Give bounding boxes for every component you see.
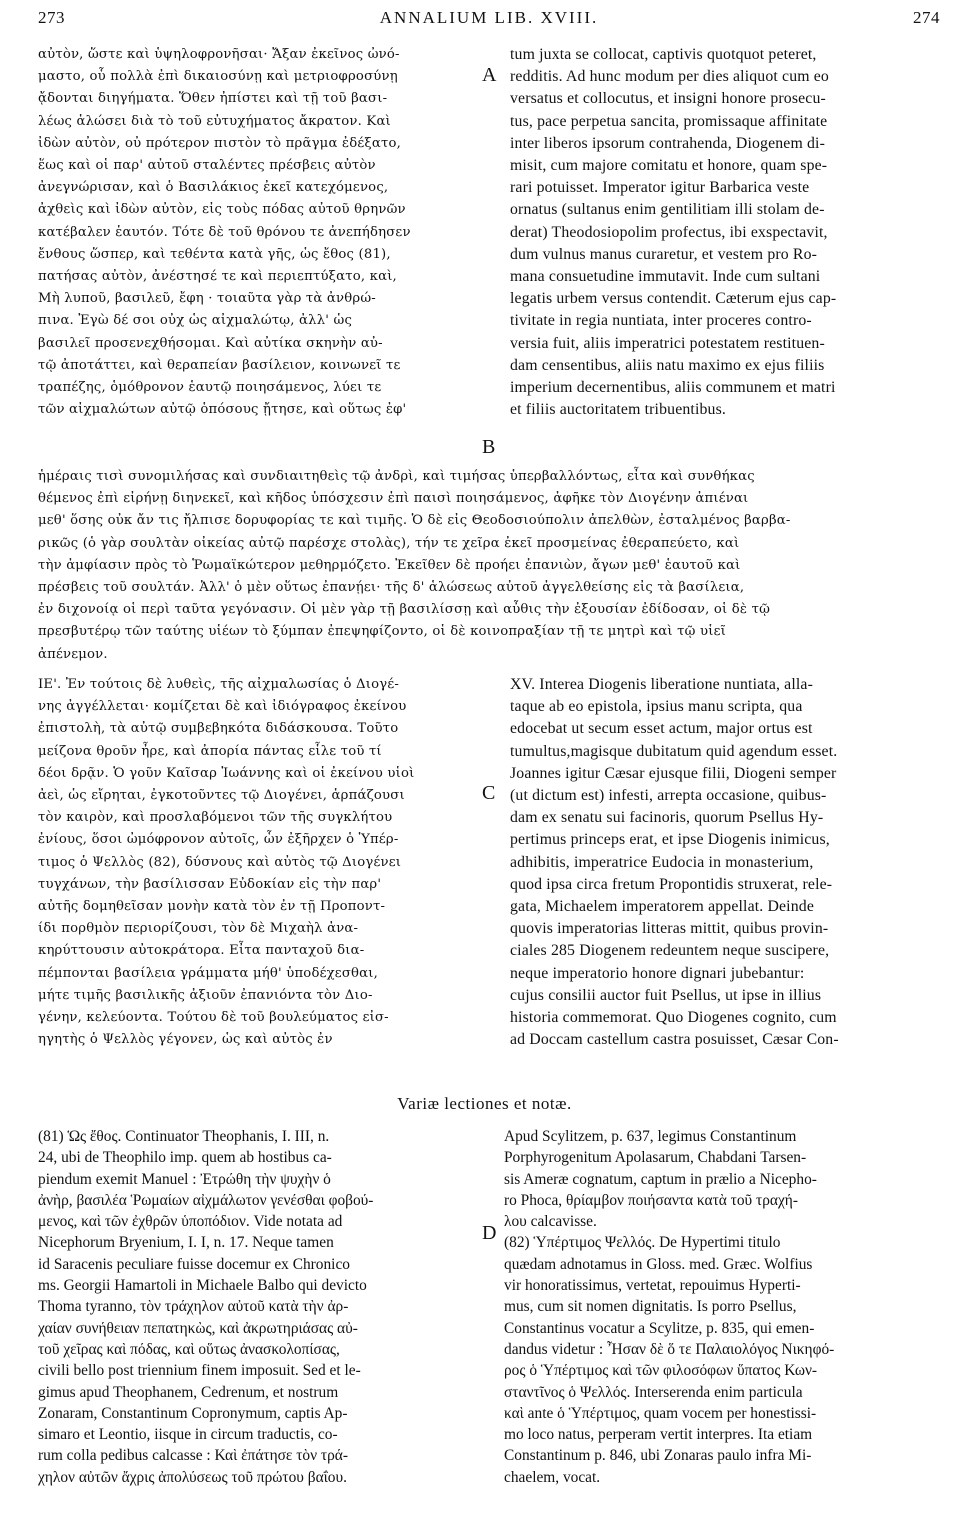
text-line: dam censentibus, aliis natu maximo ex ejus filiis bbox=[510, 356, 825, 374]
text-line: Μὴ λυποῦ, βασιλεῦ, ἔφη · τοιαῦτα γὰρ τὰ ἀνθρώ- bbox=[38, 291, 376, 307]
text-line: καὶ ante ὁ Ὑπέρτιμος, quam vocem per honestissi- bbox=[504, 1404, 817, 1422]
text-line: quædam adnotamus in Gloss. med. Græc. Wolfius bbox=[504, 1255, 813, 1273]
text-line: versatus et collocutus, et insigni honore prosecu- bbox=[510, 90, 826, 108]
text-line: dum vulnus manus curaretur, et vestem pro Ro- bbox=[510, 245, 818, 263]
text-line: Porphyrogenitum Apolasarum, Chabdani Tarsen- bbox=[504, 1149, 807, 1167]
text-line: σταντῖνος ὁ Ψελλός. Interserenda enim particula bbox=[504, 1383, 803, 1401]
text-line: chaelem, vocat. bbox=[504, 1468, 601, 1486]
text-line: edocebat ut secum esset actum, major ortus est bbox=[510, 720, 813, 738]
text-line: βασιλεῖ προσενεχθήσομαι. Καὶ αὐτίκα σκηνὴν αὐ- bbox=[38, 335, 383, 351]
text-line: ἰδὼν αὐτὸν, οὐ πρότερον πιστὸν τὸ πρᾶγμα ἐδέξατο, bbox=[38, 135, 401, 151]
notes-column-left bbox=[38, 1126, 468, 1488]
text-line: ἐνίους, ὅσοι ὠμόφρονον αὐτοῖς, ὧν ἐξῆρχεν ὁ Ὑπέρ- bbox=[38, 832, 399, 848]
text-line: derat) Theodosiopolim profectus, ibi exspectavit, bbox=[510, 223, 828, 241]
text-line: τὸν καιρὸν, καὶ προσλαβόμενοι τῶν τῆς συγκλήτου bbox=[38, 810, 393, 826]
text-line: κατέβαλεν ἑαυτόν. Τότε δὲ τοῦ θρόνου τε ἀνεπήδησεν bbox=[38, 224, 411, 240]
text-line: quovis imperatorias litteras mittit, quibus provin- bbox=[510, 920, 829, 938]
text-line: tivitate in regia nuntiata, inter proceres contro- bbox=[510, 312, 812, 330]
text-line: Constantinus vocatur a Scylitze, p. 835, qui emen- bbox=[504, 1319, 815, 1337]
text-line: πινα. Ἐγὼ δέ σοι οὐχ ὡς αἰχμαλώτῳ, ἀλλ' ὡς bbox=[38, 313, 353, 329]
running-header bbox=[38, 8, 940, 42]
text-line: μείζονα θροῦν ἦρε, καὶ ἀπορία πάντας εἷλε τοῦ τί bbox=[38, 743, 382, 759]
text-line: et filiis auctoritatem tribuentibus. bbox=[510, 401, 726, 419]
text-line: τυγχάνων, τὴν βασίλισσαν Εὐδοκίαν εἰς τὴν παρ' bbox=[38, 876, 382, 892]
text-line: versia fuit, aliis imperatrici potestatem restituen- bbox=[510, 334, 825, 352]
text-line: pertimus princeps erat, et ipse Diogenis inimicus, bbox=[510, 831, 830, 849]
text-line: dam ex senatu sui facinoris, quorum Psellus Hy- bbox=[510, 809, 824, 827]
text-line: πρέσβεις τοῦ σουλτάν. Ἀλλ' ὁ μὲν οὕτως ἐπανῄει· τῆς δ' ἁλώσεως αὐτοῦ ἀγγελθείσης εἰς τὰ βασίλεια, bbox=[38, 580, 745, 596]
text-line: (81) Ὡς ἔθος. Continuator Theophanis, I. III, n. bbox=[38, 1128, 330, 1145]
text-line: (ut dictum est) infesti, arrepta occasione, quibus- bbox=[510, 787, 827, 805]
text-line: simaro et Leontio, iisque in circum traductis, co- bbox=[38, 1426, 338, 1444]
text-line: neque imperatorio honore dignari jubebantur: bbox=[510, 964, 805, 982]
margin-marker-b: B bbox=[482, 436, 496, 458]
text-line: imperium decernentibus, aliis communem et matri bbox=[510, 379, 836, 397]
text-line: ΙΕ'. Ἐν τούτοις δὲ λυθεὶς, τῆς αἰχμαλωσίας ὁ Διογέ- bbox=[38, 677, 400, 692]
text-line: ἐπιστολὴ, τὰ αὐτῷ συμβεβηκότα διδάσκουσα. Τοῦτο bbox=[38, 721, 399, 737]
text-line: μαστο, οὗ πολλὰ ἐπὶ δικαιοσύνῃ καὶ μετριοφροσύνῃ bbox=[38, 69, 398, 85]
latin-column-lower bbox=[510, 674, 942, 1051]
text-line: πρεσβυτέρῳ τῶν ταύτης υἱέων τὸ ξύμπαν ἐπεψηφίζοντο, οἱ δὲ κοινοπραξίαν τῇ τε μητρὶ καὶ τῷ υἱεῖ bbox=[38, 624, 726, 640]
text-line: δέοι δρᾷν. Ὁ γοῦν Καῖσαρ Ἰωάννης καὶ οἱ ἐκείνου υἱοὶ bbox=[38, 765, 415, 781]
text-line: ἀχθεὶς καὶ ἰδὼν αὐτὸν, εἰς τοὺς πόδας αὐτοῦ θρηνῶν bbox=[38, 202, 406, 218]
text-line: θέμενος ἐπὶ εἰρήνῃ διηνεκεῖ, καὶ κῆδος ὑπόσχεσιν ἐπὶ παισὶ ποιησάμενος, ἀφῆκε τὸν Διογένην ἀπιέναι bbox=[38, 491, 749, 507]
page-number-right: 274 bbox=[913, 8, 940, 27]
text-line: ἐν διχονοίᾳ οἱ περὶ ταῦτα γεγόνασιν. Οἱ μὲν γὰρ τῇ βασιλίσσῃ καὶ αὖθις τὴν ἐξουσίαν ἐδίδοσαν, οἱ δὲ τῷ bbox=[38, 602, 771, 618]
text-line: vir honoratissimus, vertetat, repouimus Hyperti- bbox=[504, 1277, 801, 1295]
latin-column-top bbox=[510, 44, 942, 421]
text-line: rari potuisset. Imperator igitur Barbarica veste bbox=[510, 179, 810, 197]
text-line: ἡμέραις τισὶ συνομιλήσας καὶ συνδιαιτηθεὶς τῷ ἀνδρὶ, καὶ τιμήσας ὑπερβαλλόντως, εἶτα καὶ συνθήκας bbox=[38, 469, 755, 484]
text-line: τιμος ὁ Ψελλὸς (82), δύσνους καὶ αὐτὸς τῷ Διογένει bbox=[38, 854, 402, 870]
text-line: id Saracenis peculiare fuisse docemur ex Chronico bbox=[38, 1255, 350, 1273]
text-line: Joannes igitur Cæsar ejusque filii, Diogeni semper bbox=[510, 764, 837, 782]
text-line: redditis. Ad hunc modum per dies aliquot cum eo bbox=[510, 68, 829, 86]
text-line: taque ab eo epistola, ipsius manu scripta, qua bbox=[510, 698, 803, 716]
text-line: τοῦ χεῖρας καὶ πόδας, καὶ οὕτως ἀνασκολοπίσας, bbox=[38, 1340, 340, 1358]
text-line: adhibitis, imperatrice Eudocia in monasterium, bbox=[510, 853, 814, 871]
text-line: αὐτὸν, ὥστε καὶ ὑψηλοφρονῆσαι· Ἄξαν ἐκεῖνος ὠνό- bbox=[38, 47, 400, 62]
text-line: τραπέζης, ὁμόθρονον ἑαυτῷ ποιησάμενος, λύει τε bbox=[38, 380, 382, 396]
text-line: ἀεὶ, ὡς εἴρηται, ἐγκοτοῦντες τῷ Διογένει, ἁρπάζουσι bbox=[38, 788, 405, 804]
text-line: τῷ ἀποτάττει, καὶ θεραπείαν βασίλειον, κοινωνεῖ τε bbox=[38, 357, 401, 373]
text-line: ad Doccam castellum castra posuisset, Cæsar Con- bbox=[510, 1031, 839, 1049]
text-line: ίδι πορθμὸν περιορίζουσι, τὸν δὲ Μιχαὴλ ἀνα- bbox=[38, 921, 359, 937]
text-line: ἀπένεμον. bbox=[38, 646, 108, 662]
text-line: Apud Scylitzem, p. 637, legimus Constantinum bbox=[504, 1128, 797, 1145]
text-line: κηρύττουσιν αὐτοκράτορα. Εἶτα πανταχοῦ δια- bbox=[38, 943, 365, 959]
text-line: tus, pace perpetua sancita, promissaque affinitate bbox=[510, 112, 828, 130]
text-line: legatis urbem versus contendit. Cæterum ejus cap- bbox=[510, 290, 837, 308]
text-line: ρος ὁ Ὑπέρτιμος καὶ τῶν φιλοσόφων ὕπατος Κων- bbox=[504, 1362, 818, 1380]
text-line: χαίαν συνήθειαν πεπατηκὼς, καὶ ἀκρωτηριάσας αὐ- bbox=[38, 1319, 358, 1337]
text-line: αὐτῆς δομηθεῖσαν μονὴν κατὰ τὸν ἐν τῇ Προποντ- bbox=[38, 899, 386, 915]
text-line: (82) Ὑπέρτιμος Ψελλός. De Hypertimi titulo bbox=[504, 1234, 781, 1252]
text-line: γένην, κελεύοντα. Τούτου δὲ τοῦ βουλεύματος εἰσ- bbox=[38, 1010, 389, 1026]
text-line: ἀνὴρ, βασιλέα Ῥωμαίων αἰχμάλωτον γενέσθαι φοβού- bbox=[38, 1191, 374, 1209]
text-line: tumultus,magisque dubitatum quid agendum esset. bbox=[510, 742, 838, 760]
text-line: ἕως καὶ οἱ παρ' αὐτοῦ σταλέντες πρέσβεις αὐτὸν bbox=[38, 158, 376, 174]
text-line: mo loco natus, perperam vertit interpres. Ita etiam bbox=[504, 1426, 813, 1444]
greek-column-lower bbox=[38, 674, 474, 1051]
text-line: ἀνεγνώρισαν, καὶ ὁ Βασιλάκιος ἐκεῖ κατεχόμενος, bbox=[38, 180, 389, 196]
text-line: ηγητὴς ὁ Ψελλὸς γέγονεν, ὡς καὶ αὐτὸς ἐν bbox=[38, 1032, 333, 1048]
text-line: mus, cum sit nomen dignitatis. Is porro Psellus, bbox=[504, 1298, 797, 1316]
text-line: μήτε τιμῆς βασιλικῆς ἀξιοῦν ἐπανιόντα τὸν Διο- bbox=[38, 987, 373, 1003]
text-line: historia commemorat. Quo Diogenes cognito, cum bbox=[510, 1009, 837, 1027]
text-line: civili bello post triennium finem imposuit. Sed et le- bbox=[38, 1362, 361, 1380]
margin-marker-d: D bbox=[482, 1222, 497, 1244]
text-line: inter liberos ipsorum contrahenda, Diogenem di- bbox=[510, 134, 826, 152]
text-line: ms. Georgii Hamartoli in Michaele Balbo qui devicto bbox=[38, 1277, 367, 1295]
text-line: ro Phoca, θρίαμβον ποιήσαντα κατὰ τοῦ τραχή- bbox=[504, 1191, 798, 1209]
greek-full-width-text bbox=[38, 466, 940, 666]
margin-marker-a: A bbox=[482, 64, 497, 86]
text-line: 24, ubi de Theophilo imp. quem ab hostibus ca- bbox=[38, 1149, 332, 1167]
text-line: χηλον αὐτῶν ἄχρις ἀπολύσεως τοῦ πρώτου βαΐου. bbox=[38, 1468, 347, 1486]
text-line: τὴν ἀμφίασιν πρὸς τὸ Ῥωμαϊκώτερον μεθηρμόζετο. Ἐκεῖθεν δὲ προήει ἐπανιὼν, ἄγων μεθ' ἑαυτοῦ καὶ bbox=[38, 557, 741, 573]
text-line: gata, Michaelem imperatorem appellat. Deinde bbox=[510, 898, 814, 916]
running-title: ANNALIUM LIB. XVIII. bbox=[379, 8, 599, 27]
text-line: ἔνθους ὥσπερ, καὶ τεθέντα κατὰ γῆς, ὡς ἔθος (81), bbox=[38, 246, 391, 262]
text-line: ᾄδονται διηγήματα. Ὅθεν ἠπίστει καὶ τῇ τοῦ βασι- bbox=[38, 91, 388, 107]
text-line: tum juxta se collocat, captivis quotquot peteret, bbox=[510, 46, 817, 63]
text-line: piendum exemit Manuel : Ἐτρώθη τὴν ψυχὴν ὁ bbox=[38, 1170, 331, 1188]
text-line: πατήσας αὐτὸν, ἀνέστησέ τε καὶ περιεπτύξατο, καὶ, bbox=[38, 269, 397, 285]
text-line: μενος, καὶ τῶν ἐχθρῶν ὑποπόδιον. Vide notata ad bbox=[38, 1213, 343, 1231]
text-line: cujus consilii auctor fuit Psellus, ut ipse in illius bbox=[510, 986, 822, 1004]
text-line: gimus apud Theophanem, Cedrenum, et nostrum bbox=[38, 1383, 339, 1401]
text-line: τῶν αἰχμαλώτων αὐτῷ ὁπόσους ᾔτησε, καὶ οὕτως ἐφ' bbox=[38, 402, 407, 418]
text-line: Nicephorum Bryenium, I. I, n. 17. Neque tamen bbox=[38, 1234, 334, 1252]
text-line: sis Ameræ cognatum, captum in prælio a Nicepho- bbox=[504, 1170, 817, 1188]
greek-column-top bbox=[38, 44, 474, 421]
notes-column-right bbox=[504, 1126, 944, 1488]
text-line: Thoma tyranno, τὸν τράχηλον αὐτοῦ κατὰ τὴν ἀρ- bbox=[38, 1298, 349, 1316]
text-line: νης ἀγγέλλεται· κομίζεται δὲ καὶ ἰδιόγραφος ἐκείνου bbox=[38, 699, 407, 715]
text-line: rum colla pedibus calcasse : Καὶ ἐπάτησε τὸν τρά- bbox=[38, 1447, 348, 1465]
text-line: Zonaram, Constantinum Copronymum, captis Ap- bbox=[38, 1404, 348, 1422]
text-line: XV. Interea Diogenis liberatione nuntiata, alla- bbox=[510, 676, 813, 693]
margin-marker-c: C bbox=[482, 782, 496, 804]
text-line: mana consuetudine immutavit. Inde cum sultani bbox=[510, 268, 821, 286]
text-line: quod ipsa circa fretum Propontidis struxerat, rele- bbox=[510, 875, 833, 893]
text-line: πέμπονται βασίλεια γράμματα μήθ' ὑποδέχεσθαι, bbox=[38, 965, 379, 981]
text-line: λου calcavisse. bbox=[504, 1213, 597, 1231]
notes-heading: Variæ lectiones et notæ. bbox=[397, 1094, 572, 1113]
text-line: misit, cum majore comitatu et honore, quam spe- bbox=[510, 157, 828, 175]
text-line: Constantinum p. 846, ubi Zonaras paulo infra Mi- bbox=[504, 1447, 812, 1465]
text-line: ciales 285 Diogenem redeuntem neque suscipere, bbox=[510, 942, 830, 960]
text-line: ornatus (sultanus enim gentilitiam illi stolam de- bbox=[510, 201, 825, 219]
text-line: μεθ' ὅσης οὐκ ἄν τις ἤλπισε δορυφορίας τε καὶ τιμῆς. Ὁ δὲ εἰς Θεοδοσιούπολιν ἀπελθὼν, ἐσταλμένος βαρβα- bbox=[38, 513, 791, 529]
text-line: λέως ἁλώσει διὰ τὸ τοῦ εὐτυχήματος ἄκρατον. Καὶ bbox=[38, 113, 391, 129]
text-line: dandus videtur : Ἦσαν δὲ ὅ τε Παλαιολόγος Νικηφό- bbox=[504, 1340, 835, 1358]
text-line: ρικῶς (ὁ γὰρ σουλτὰν οἰκείας αὐτῷ παρέσχε στολὰς), τήν τε χεῖρα ἐκεῖ προσμείνας ἐθεραπεύετο, καὶ bbox=[38, 535, 740, 551]
page-number-left: 273 bbox=[38, 8, 65, 27]
